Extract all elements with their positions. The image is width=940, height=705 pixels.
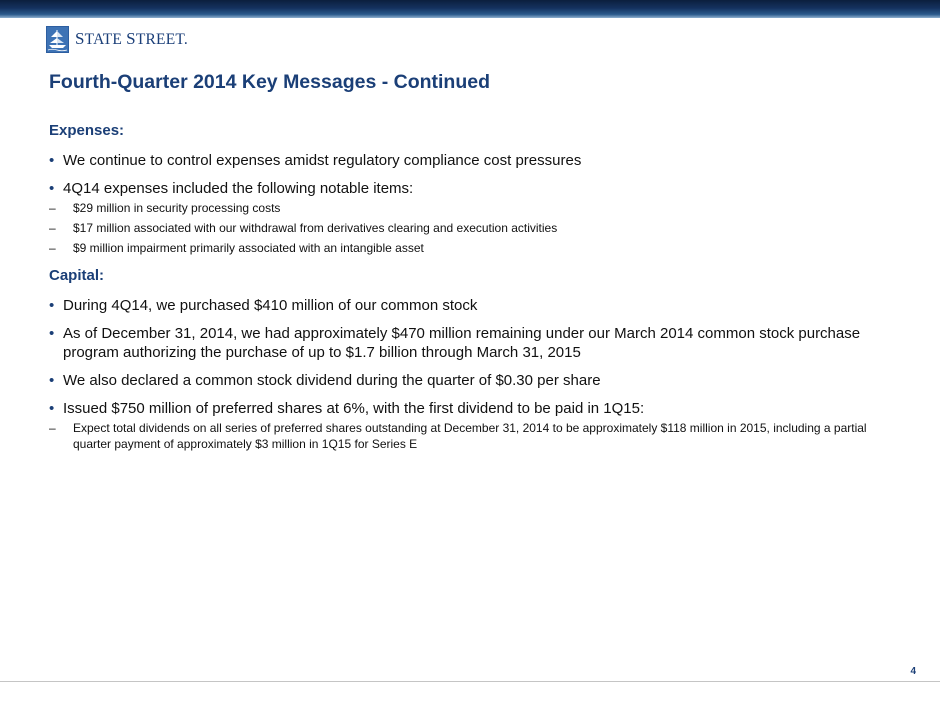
capital-bullet-3: • We also declared a common stock dividend during the quarter of $0.30 per share: [49, 372, 601, 389]
company-logo: [46, 25, 188, 53]
expenses-heading: Expenses:: [49, 122, 125, 139]
capital-heading: Capital:: [49, 267, 105, 284]
ship-logo-icon: [46, 26, 69, 53]
slide-title: Fourth-Quarter 2014 Key Messages - Continued: [49, 71, 491, 93]
expenses-bullet-2: • 4Q14 expenses included the following notable items:: [49, 180, 414, 197]
footer-divider: [0, 681, 940, 682]
capital-sub-item: – Expect total dividends on all series of preferred shares outstanding at December 31, 2014 to be approximately $118 million in 2015, including a partial quarter payment of approximately $3 million in 1Q15 for Series E: [49, 421, 867, 451]
dash-marker: –: [49, 241, 56, 255]
bullet-marker: •: [49, 297, 55, 314]
expenses-bullet-1: • We continue to control expenses amidst regulatory compliance cost pressures: [49, 152, 582, 169]
capital-bullet-1: • During 4Q14, we purchased $410 million of our common stock: [49, 297, 478, 314]
dash-marker: –: [49, 201, 56, 215]
bullet-marker: •: [49, 152, 55, 169]
page-number: 4: [910, 666, 916, 677]
dash-marker: –: [49, 221, 56, 235]
capital-bullet-2: • As of December 31, 2014, we had approximately $470 million remaining under our March 2014 common stock purchase program authorizing the purchase of up to $1.7 billion through March 31, 2015: [49, 325, 861, 361]
header-bar: [0, 0, 940, 18]
dash-marker: –: [49, 421, 56, 435]
logo-wordmark: STATE STREET.: [75, 29, 188, 48]
expenses-sub-item: – $9 million impairment primarily associated with an intangible asset: [49, 241, 424, 255]
slide-body: [49, 121, 879, 456]
bullet-marker: •: [49, 325, 55, 342]
bullet-marker: •: [49, 180, 55, 197]
capital-bullet-4: • Issued $750 million of preferred shares at 6%, with the first dividend to be paid in 1Q15:: [49, 400, 645, 417]
expenses-sub-item: – $29 million in security processing costs: [49, 201, 281, 215]
bullet-marker: •: [49, 372, 55, 389]
expenses-sub-item: – $17 million associated with our withdrawal from derivatives clearing and execution activities: [49, 221, 558, 235]
bullet-marker: •: [49, 400, 55, 417]
